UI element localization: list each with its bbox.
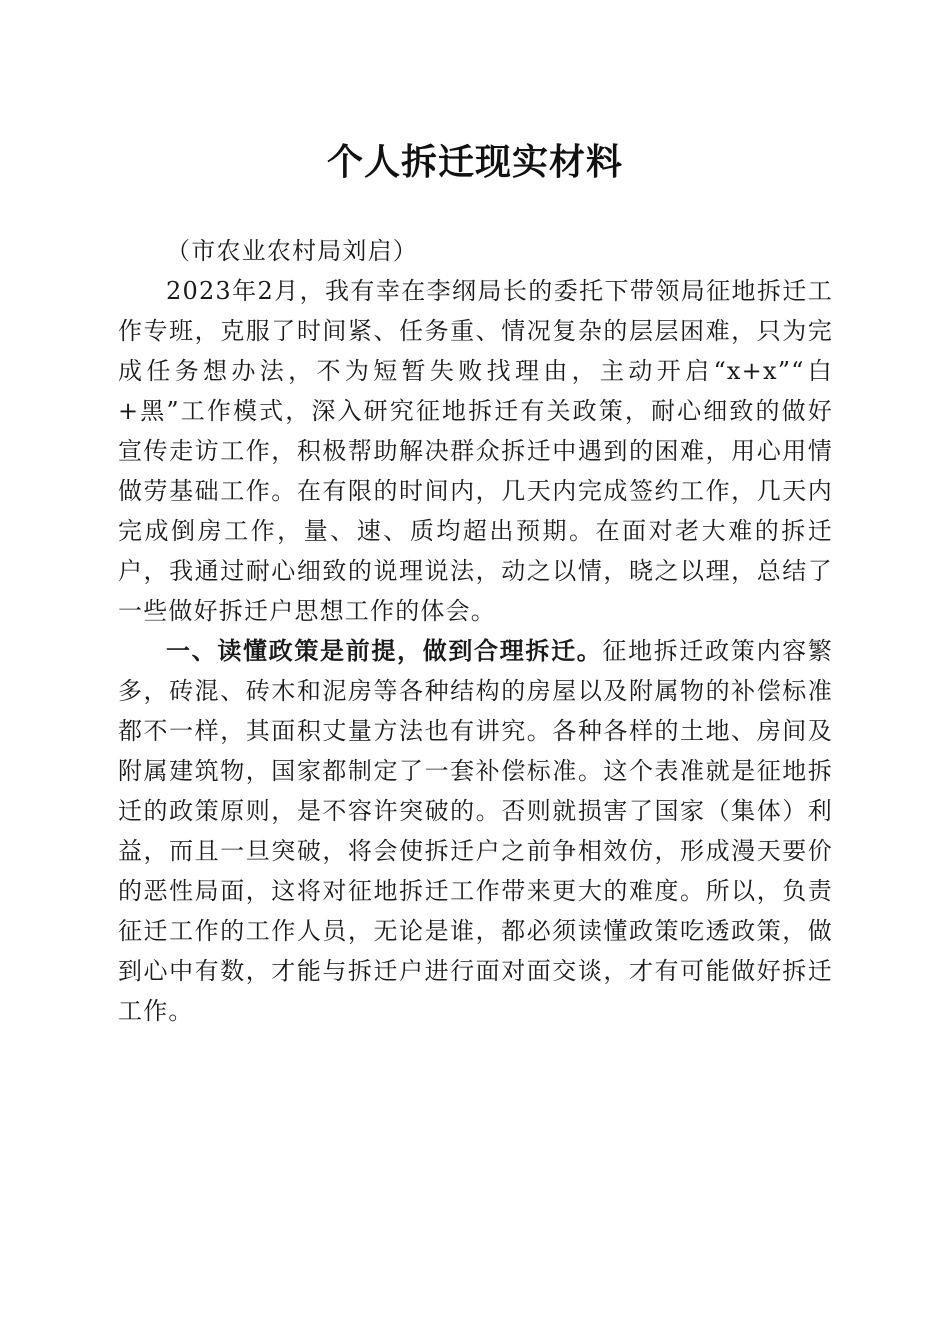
section-1-body: 征地拆迁政策内容繁多，砖混、砖木和泥房等各种结构的房屋以及附属物的补偿标准都不一样，其面积丈量方法也有讲究。各种各样的土地、房间及附属建筑物，国家都制定了一套补偿标准。这个表准就是征地拆迁的政策原则，是不容许突破的。否则就损害了国家（集体）利益，而且一旦突破，将会使拆迁户之前争相效仿，形成漫天要价的恶性局面，这将对征地拆迁工作带来更大的难度。所以，负责征迁工作的工作人员，无论是谁，都必须读懂政策吃透政策，做到心中有数，才能与拆迁户进行面对面交谈，才有可能做好拆迁工作。 (118, 637, 833, 1025)
paragraph-section-1 (118, 631, 833, 1031)
document-title: 个人拆迁现实材料 (326, 141, 623, 183)
author-line: （市农业农村局刘启） (166, 237, 418, 265)
document-body (118, 231, 833, 1031)
paragraph-intro: 2023年2月，我有幸在李纲局长的委托下带领局征地拆迁工作专班，克服了时间紧、任务重、情况复杂的层层困难，只为完成任务想办法，不为短暂失败找理由，主动开启“x+x”“白+黑”工作模式，深入研究征地拆迁有关政策，耐心细致的做好宣传走访工作，积极帮助解决群众拆迁中遇到的困难，用心用情做劳基础工作。在有限的时间内，几天内完成签约工作，几天内完成倒房工作，量、速、质均超出预期。在面对老大难的拆迁户，我通过耐心细致的说理说法，动之以情，晓之以理，总结了一些做好拆迁户思想工作的体会。 (118, 277, 833, 625)
section-1-heading: 一、读懂政策是前提，做到合理拆迁。 (166, 637, 603, 665)
